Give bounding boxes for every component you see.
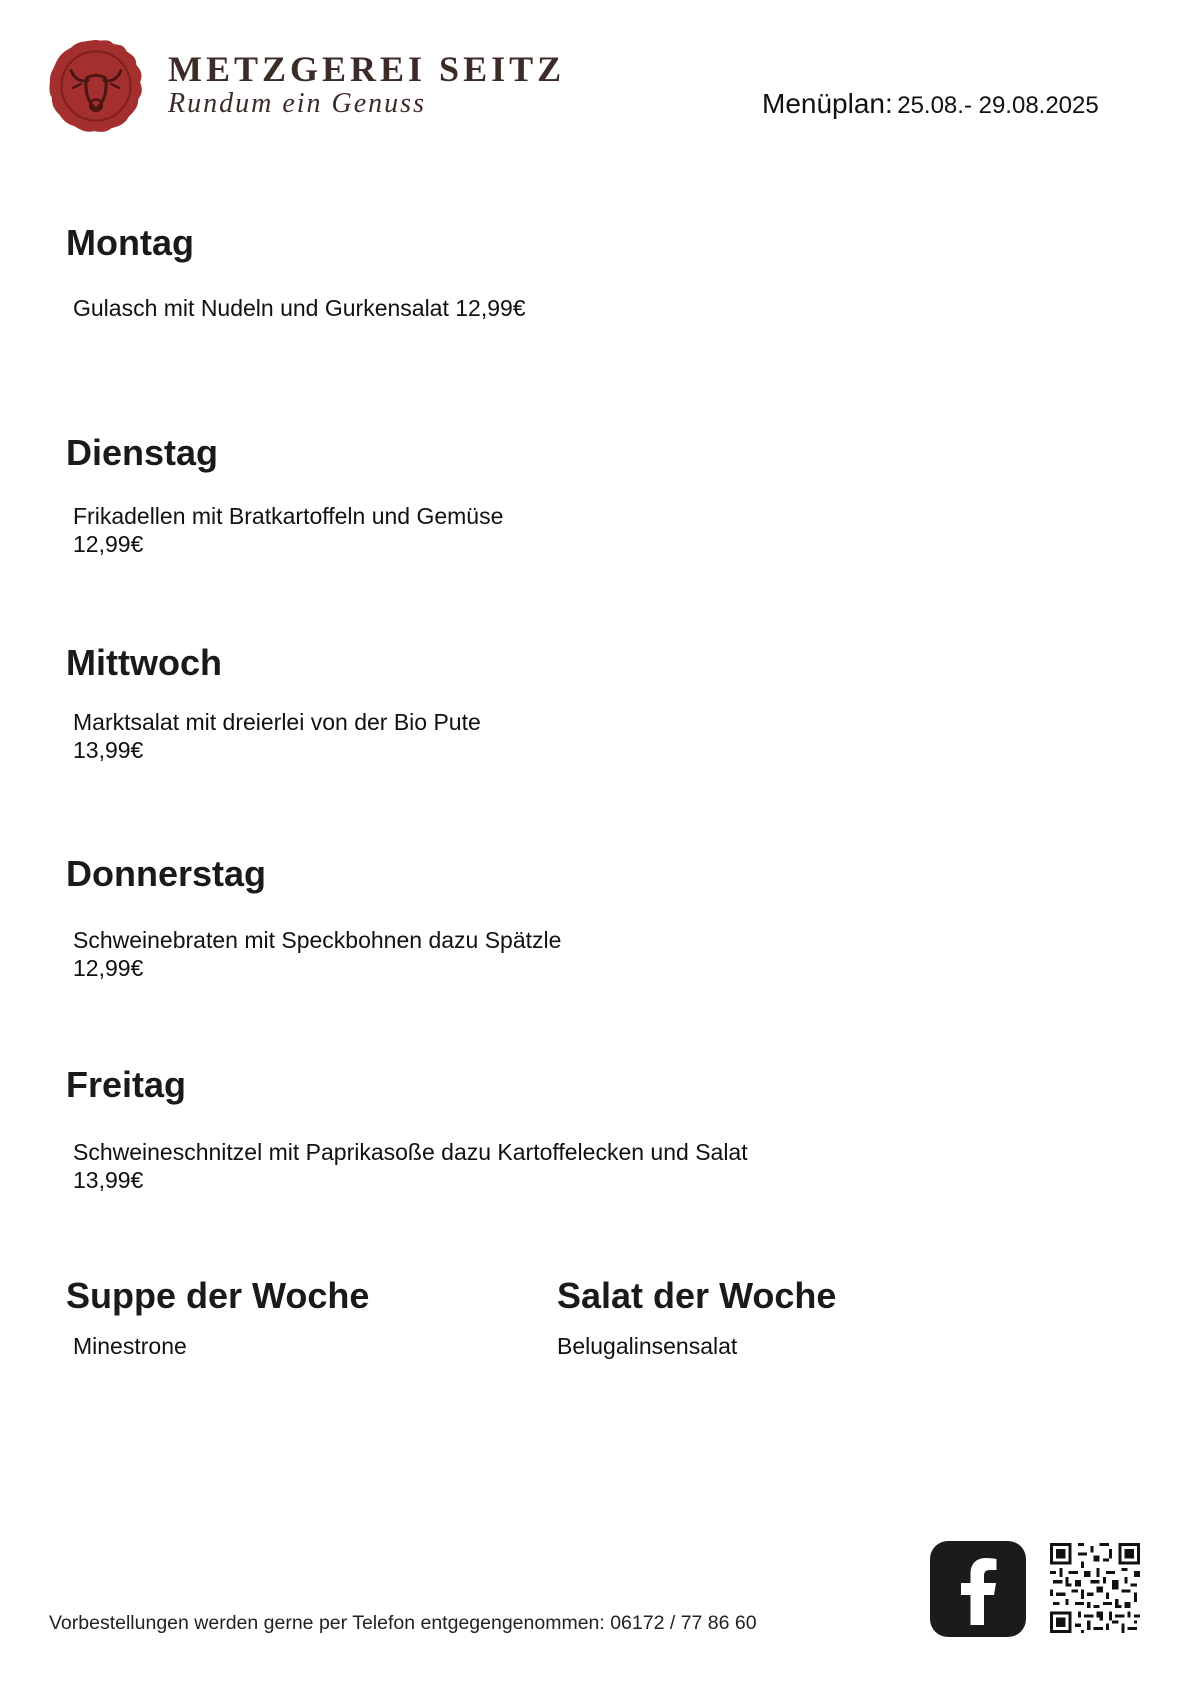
footer-preorder-text: Vorbestellungen werden gerne per Telefon entgegengenommen: 06172 / 77 86 60 <box>49 1612 757 1634</box>
soup-of-week-title: Suppe der Woche <box>66 1275 370 1316</box>
soup-of-week: Minestrone <box>73 1333 187 1359</box>
dish-price: 13,99€ <box>73 1167 144 1193</box>
dish-text: Frikadellen mit Bratkartoffeln und Gemüse <box>73 503 504 529</box>
menu-dates: 25.08.- 29.08.2025 <box>897 92 1099 119</box>
day-title-dienstag: Dienstag <box>66 432 219 473</box>
dish-mittwoch <box>73 708 973 764</box>
menu-label: Menüplan: <box>762 88 893 119</box>
bull-seal-logo <box>48 38 144 134</box>
day-title-freitag: Freitag <box>66 1064 187 1105</box>
day-title-mittwoch: Mittwoch <box>66 642 222 683</box>
brand-tagline: Rundum ein Genuss <box>168 88 426 119</box>
dish-price: 13,99€ <box>73 737 144 763</box>
brand-name: METZGEREI SEITZ <box>168 49 566 89</box>
dish-dienstag <box>73 502 973 558</box>
qr-code-icon[interactable] <box>1050 1543 1140 1633</box>
dish-text: Gulasch mit Nudeln und Gurkensalat 12,99€ <box>73 295 526 321</box>
menu-date-range <box>762 88 1099 120</box>
facebook-icon[interactable] <box>930 1541 1026 1637</box>
salad-of-week: Belugalinsensalat <box>557 1333 738 1359</box>
dish-montag <box>73 294 973 322</box>
dish-text: Schweineschnitzel mit Paprikasoße dazu Kartoffelecken und Salat <box>73 1139 748 1165</box>
dish-text: Schweinebraten mit Speckbohnen dazu Spätzle <box>73 927 562 953</box>
dish-price: 12,99€ <box>73 955 144 981</box>
dish-text: Marktsalat mit dreierlei von der Bio Pute <box>73 709 481 735</box>
dish-price: 12,99€ <box>73 531 144 557</box>
dish-freitag <box>73 1138 973 1194</box>
day-title-donnerstag: Donnerstag <box>66 853 267 894</box>
dish-donnerstag <box>73 926 973 982</box>
day-title-montag: Montag <box>66 222 194 263</box>
salad-of-week-title: Salat der Woche <box>557 1275 837 1316</box>
